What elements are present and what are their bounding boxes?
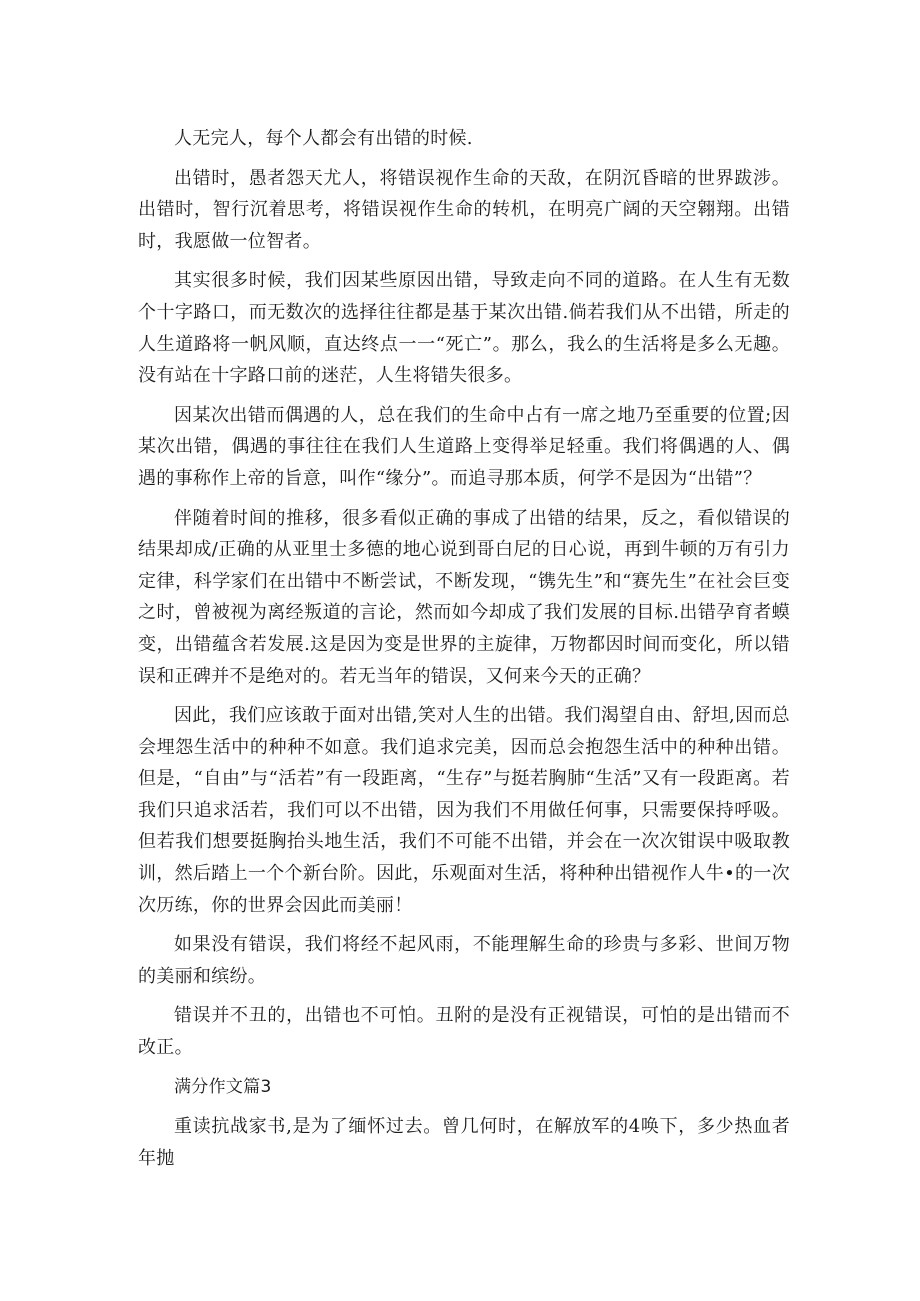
paragraph-next-essay-start: 重读抗战家书,是为了缅怀过去。曾几何时，在解放军的4唤下，多少热血者年抛	[138, 1116, 790, 1169]
paragraph-crossroads: 其实很多时候，我们因某些原因出错，导致走向不同的道路。在人生有无数个十字路口，而无数次的选择往往都是基于某次出错.倘若我们从不出错，所走的人生道路将一帆风顺，直达终点一一“死亡”。那么，我么的生活将是多么无趣。没有站在十字路口前的迷茫，人生将错失很多。	[138, 270, 790, 387]
paragraph-history-of-science: 伴随着时间的推移，很多看似正确的事成了出错的结果，反之，看似错误的结果却成/正确的从亚里士多德的地心说到哥白尼的日心说，再到牛顿的万有引力定律，科学家们在出错中不断尝试，不断发现，“镌先生”和“赛先生”在社会巨变之时，曾被视为离经叛道的言论，然而如今却成了我们发展的目标.出错孕育者蟆变，出错蕴含若发展.这是因为变是世界的主旋律，万物都因时间而变化，所以错误和正碑并不是绝对的。若无当年的错误，又何来今天的正确？	[138, 507, 790, 687]
paragraph-chance-encounter: 因某次出错而偶遇的人，总在我们的生命中占有一席之地乃至重要的位置;因某次出错，偶遇的事往往在我们人生道路上变得举足轻重。我们将偶遇的人、偶遇的事称作上帝的旨意，叫作“缘分”。而追寻那本质，何学不是因为“出错”？	[138, 404, 790, 489]
essay-body	[138, 123, 790, 1174]
paragraph-intro: 人无完人，每个人都会有出错的时候.	[174, 128, 473, 149]
paragraph-mistake-attitude: 出错时，愚者怨天尤人，将错误视作生命的天敌，在阴沉昏暗的世界跋涉。出错时，智行沉着思考，将错误视作生命的转机，在明亮广阔的天空翱翔。出错时，我愿做一位智者。	[138, 167, 790, 252]
paragraph-without-mistakes: 如果没有错误，我们将经不起风雨，不能理解生命的珍贵与多彩、世间万物的美丽和缤纷。	[138, 934, 790, 987]
section-heading: 满分作文篇3	[174, 1076, 272, 1097]
paragraph-conclusion: 错误并不丑的，出错也不可怕。丑附的是没有正视错误，可怕的是出错而不改正。	[138, 1005, 790, 1059]
paragraph-facing-mistakes: 因此，我们应该敢于面对出错,笑对人生的出错。我们渴望自由、舒坦,因而总会埋怨生活中的种种不如意。我们追求完美，因而总会抱怨生活中的种种出错。但是，“自由”与“活若”有一段距离，“生存”与挺若胸肺“生活”又有一段距离。若我们只追求活若，我们可以不出错，因为我们不用做任何事，只需要保持呼吸。但若我们想要挺胸抬头地生活，我们不可能不出错，并会在一次次钳误中吸取教训，然后踏上一个个新台阶。因此，乐观面对生活，将种种出错视作人牛•的一次次历练，你的世界会因此而美丽！	[138, 705, 790, 916]
